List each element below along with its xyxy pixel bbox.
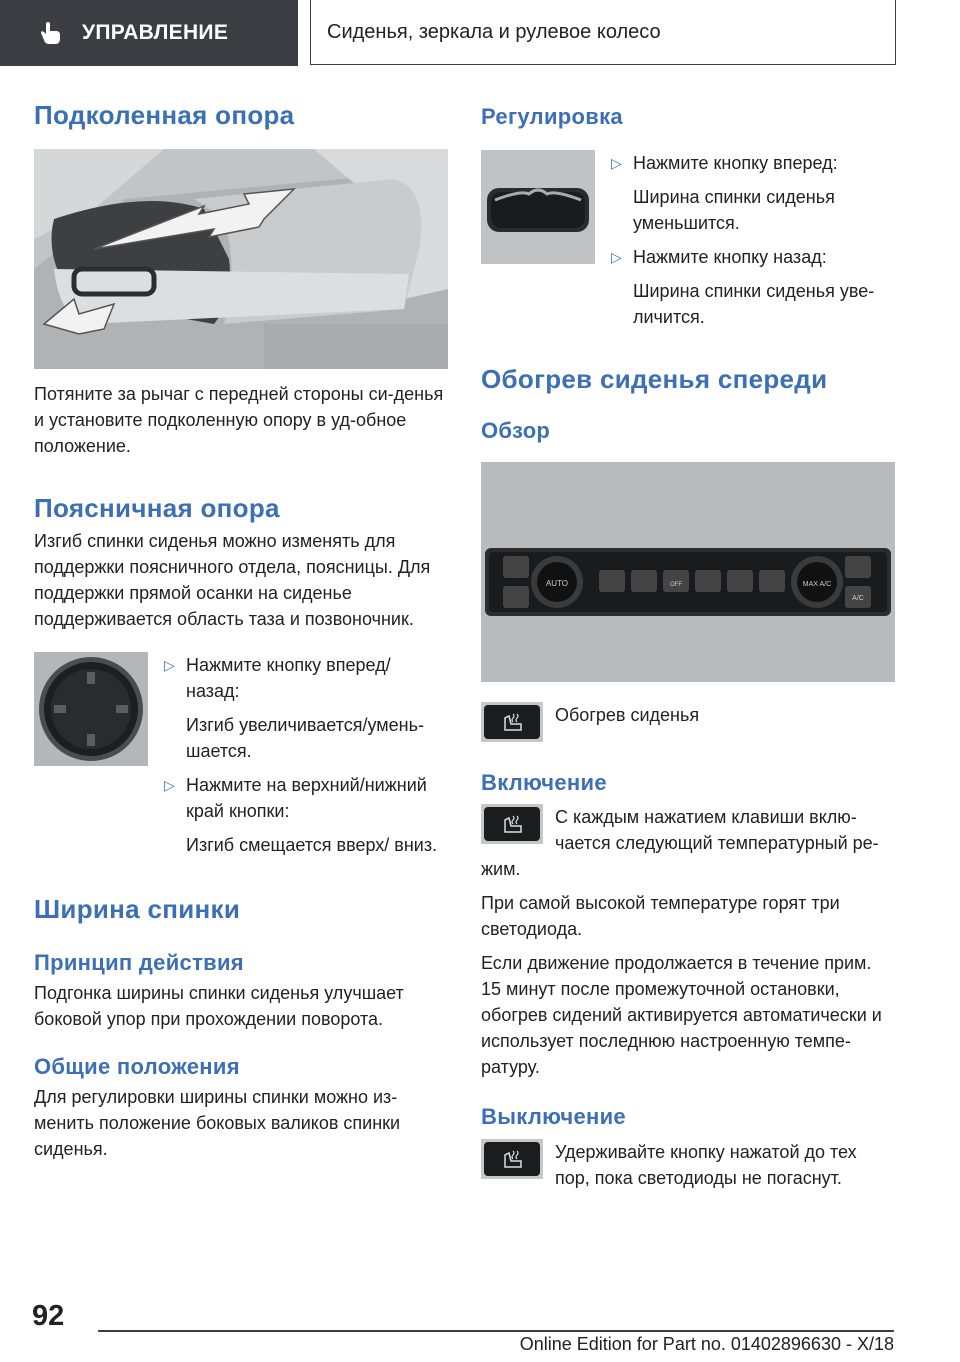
lumbar-button-image — [34, 652, 148, 766]
section-title: УПРАВЛЕНИЕ — [82, 21, 229, 44]
seat-heating-icon — [497, 1147, 527, 1171]
section-tab — [0, 0, 298, 66]
seat-heating-caption-row — [481, 702, 895, 742]
ac-label: A/C — [852, 594, 864, 602]
switch-on-heading: Включение — [481, 769, 607, 795]
footer-edition: Online Edition for Part no. 01402896630 - X/18 — [519, 1334, 894, 1354]
switch-on-block — [481, 804, 895, 882]
knee-support-heading: Подколенная опора — [34, 100, 295, 130]
triangle-bullet-icon: ▷ — [611, 155, 622, 172]
triangle-bullet-icon: ▷ — [611, 249, 622, 266]
chapter-title: Сиденья, зеркала и рулевое колесо — [327, 20, 661, 43]
lumbar-support-heading: Поясничная опора — [34, 493, 280, 524]
width-steps — [611, 150, 895, 330]
triangle-bullet-icon: ▷ — [164, 657, 175, 674]
width-button-image — [481, 150, 595, 264]
step-result: Изгиб смещается вверх/ вниз. — [186, 835, 438, 856]
switch-off-heading: Выключение — [481, 1104, 626, 1130]
general-heading: Общие положения — [34, 1053, 240, 1079]
led-text: При самой высокой температуре горят три светодиода. — [481, 893, 840, 940]
step-result: Ширина спинки сиденья уменьшится. — [633, 187, 835, 234]
switch-off-block — [481, 1139, 895, 1191]
max-ac-label: MAX A/C — [802, 580, 832, 588]
seat-heating-caption: Обогрев сиденья — [555, 704, 700, 725]
step-action: Нажмите кнопку вперед/ назад: — [186, 655, 391, 702]
step-action: Нажмите на верхний/нижний край кнопки: — [186, 775, 427, 822]
overview-heading: Обзор — [481, 417, 551, 443]
seat-heating-button-image — [481, 1139, 543, 1179]
knee-support-text: Потяните за рычаг с передней стороны си-денья и установите подколенную опору в уд-обное положение. — [34, 384, 444, 457]
triangle-bullet-icon: ▷ — [164, 777, 175, 794]
principle-heading: Принцип действия — [34, 949, 244, 975]
switch-off-text: Удерживайте кнопку нажатой до тех пор, пока светодиоды не погаснут. — [555, 1141, 857, 1188]
lumbar-steps — [164, 652, 448, 858]
left-column — [34, 100, 448, 1162]
auto-activation-text: Если движение продолжается в течение прим. 15 минут после промежуточной остановки, обогрев сидений активируется автоматически и использует последнюю настроенную темпе-ратуру. — [481, 953, 882, 1078]
right-column — [481, 100, 895, 1191]
seat-heating-icon — [497, 710, 527, 734]
list-item — [611, 244, 895, 330]
chapter-tab — [310, 0, 896, 65]
list-item — [164, 652, 448, 764]
step-result: Ширина спинки сиденья уве-личится. — [633, 281, 875, 328]
general-text: Для регулировки ширины спинки можно из-менить положение боковых валиков спинки сиденья. — [34, 1087, 401, 1160]
page-header — [0, 0, 960, 66]
switch-on-text: С каждым нажатием клавиши вклю-чается следующий температурный ре-жим. — [481, 807, 879, 880]
adjust-heading: Регулировка — [481, 104, 623, 129]
knee-support-illustration — [34, 149, 448, 369]
lumbar-support-text: Изгиб спинки сиденья можно изменять для поддержки поясничного отдела, поясницы. Для поддержки прямой осанки на сиденье поддерживается область таза и позвоночник. — [34, 531, 431, 630]
seat-heating-icon — [497, 812, 527, 836]
seat-heating-heading: Обогрев сиденья спереди — [481, 364, 828, 395]
width-button-block — [481, 150, 895, 330]
climate-panel-illustration — [481, 462, 895, 682]
lumbar-button-block — [34, 652, 448, 858]
list-item — [164, 772, 448, 858]
seat-heating-button-image — [481, 702, 543, 742]
off-label: OFF — [670, 581, 682, 588]
principle-text: Подгонка ширины спинки сиденья улучшает боковой упор при прохождении поворота. — [34, 982, 404, 1029]
step-result: Изгиб увеличивается/умень-шается. — [186, 715, 424, 762]
page-number: 92 — [32, 1300, 65, 1332]
step-action: Нажмите кнопку вперед: — [633, 153, 838, 174]
backrest-width-heading: Ширина спинки — [34, 894, 241, 925]
footer-divider — [98, 1330, 894, 1332]
list-item — [611, 150, 895, 236]
hand-pointer-icon — [40, 21, 62, 45]
step-action: Нажмите кнопку назад: — [633, 247, 827, 268]
auto-label: AUTO — [545, 578, 569, 588]
seat-heating-button-image — [481, 804, 543, 844]
